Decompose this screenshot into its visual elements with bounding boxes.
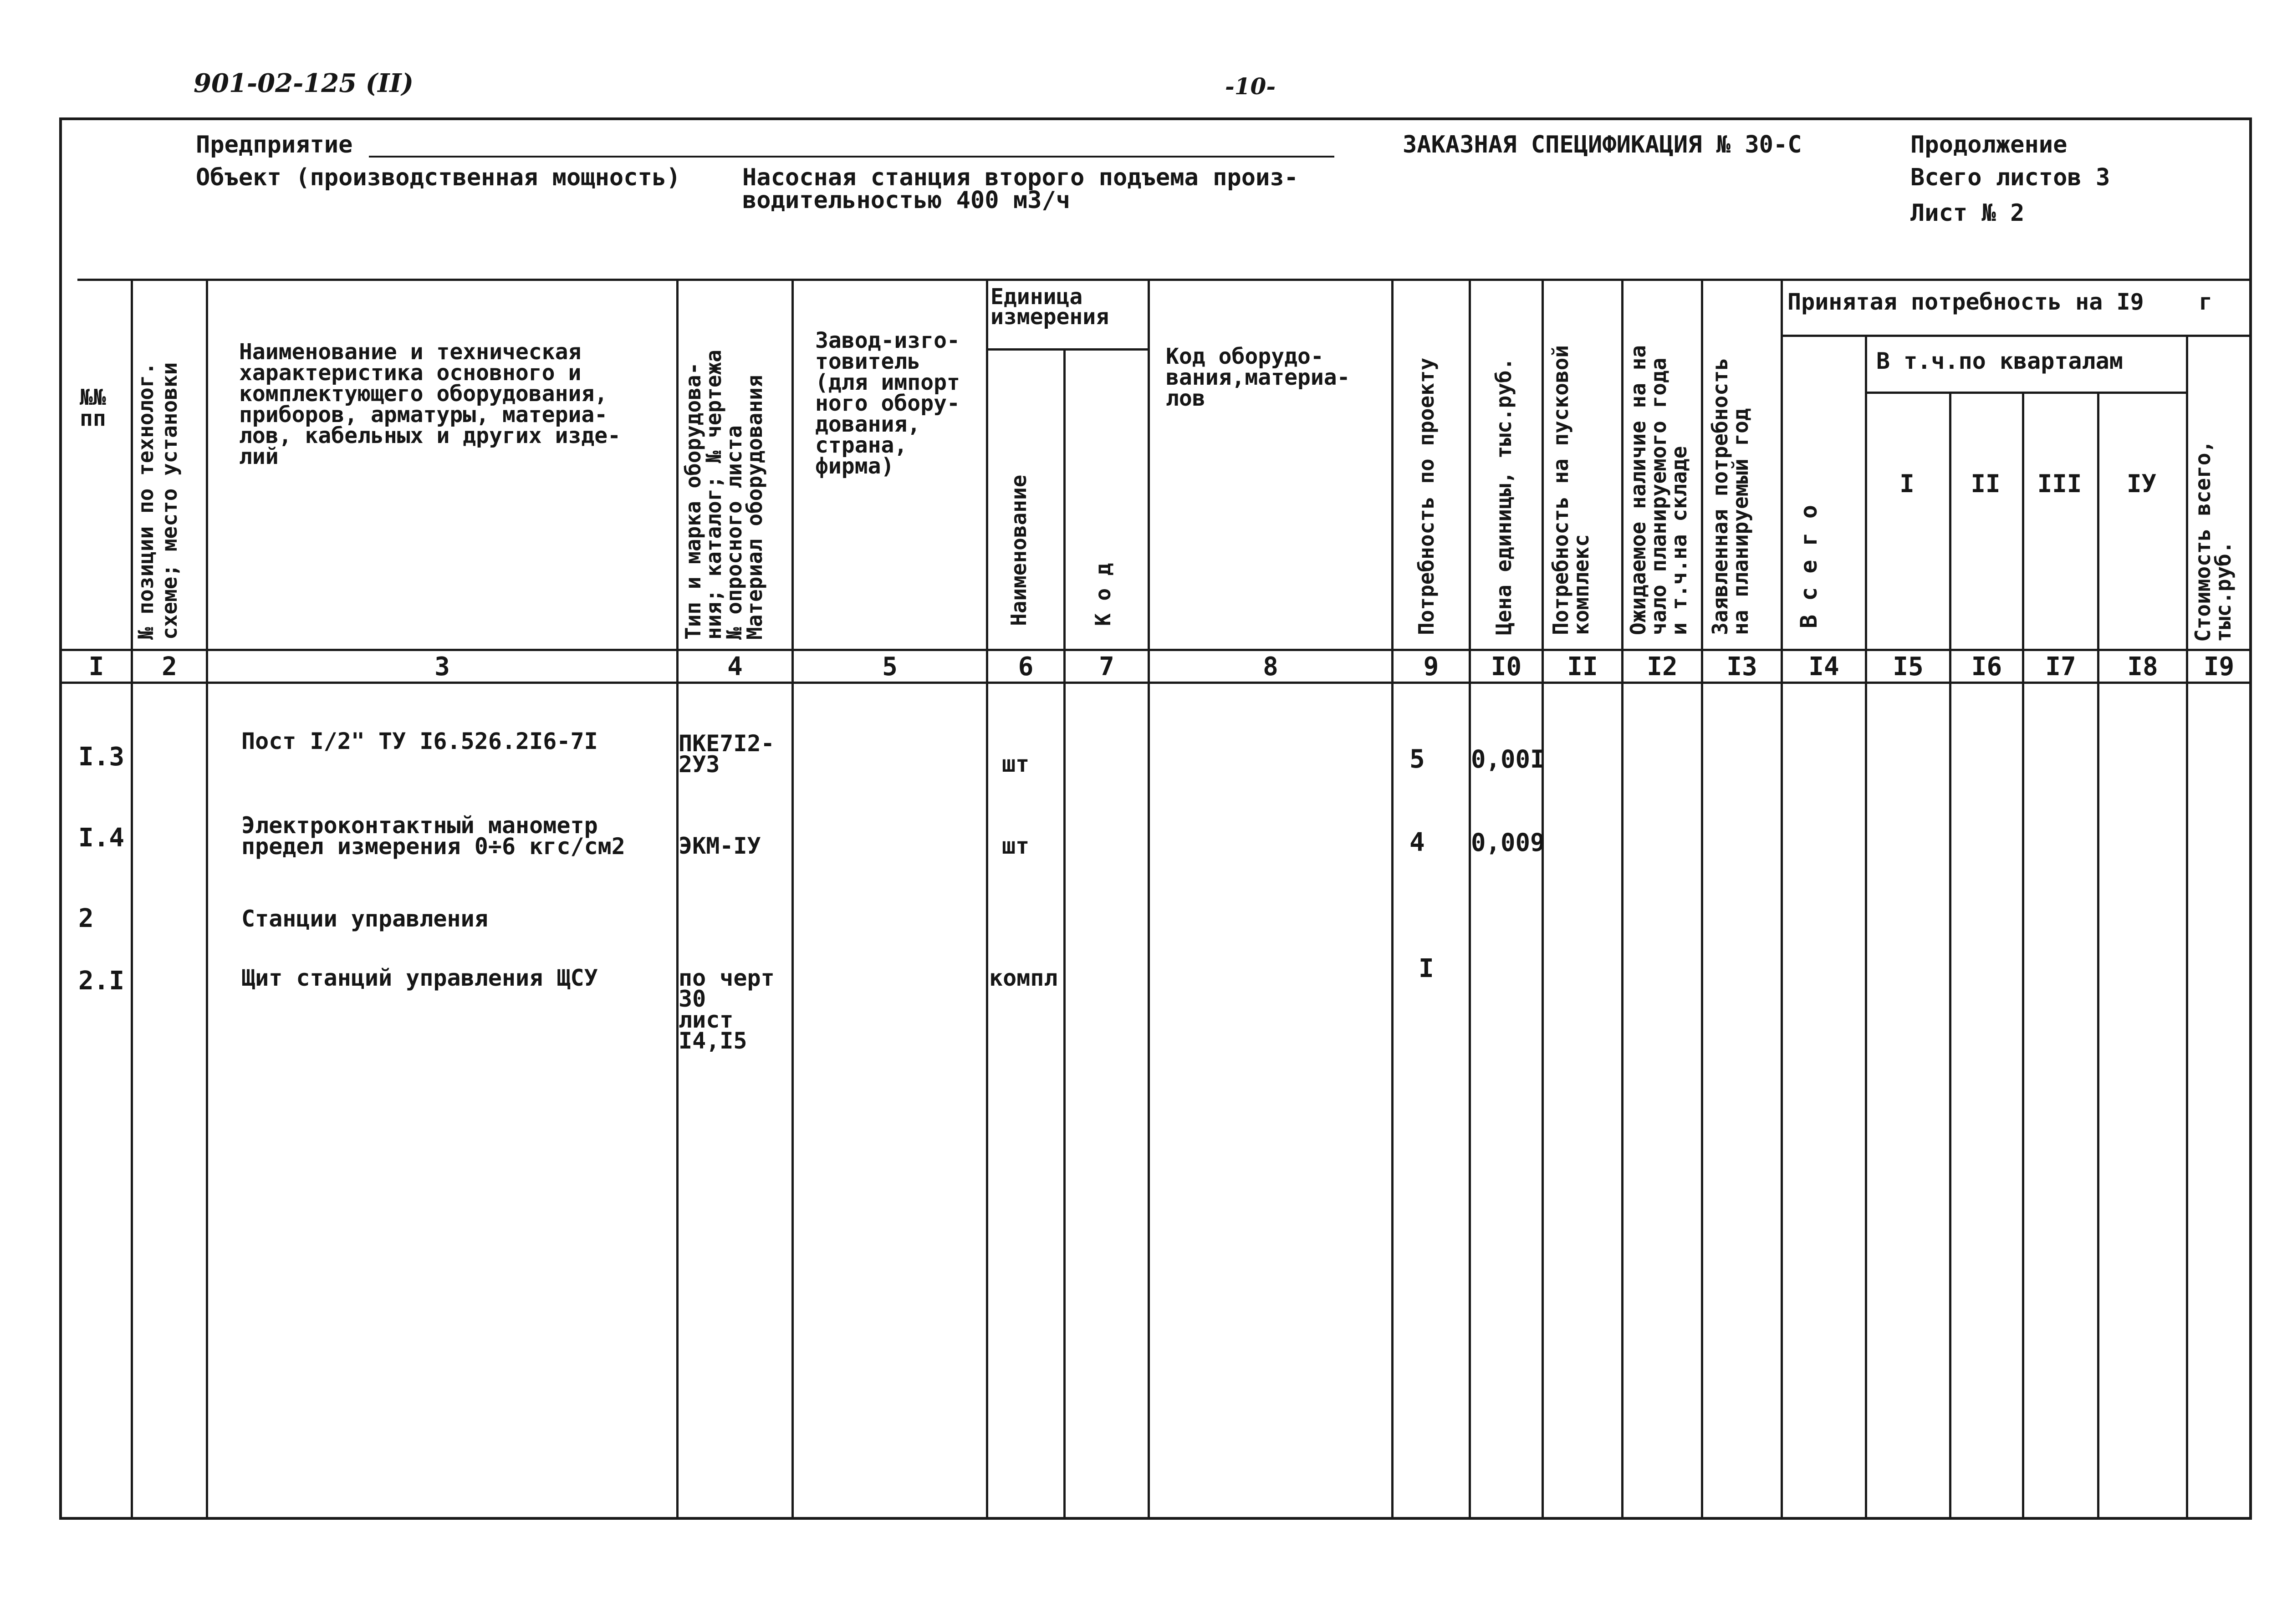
col-rule-4 bbox=[791, 279, 794, 1520]
col-header-4c: № опросного листа bbox=[722, 425, 746, 640]
col-number-3: 3 bbox=[434, 652, 450, 682]
col-number-7: 7 bbox=[1099, 652, 1114, 682]
col-number-9: 9 bbox=[1423, 652, 1439, 682]
row-3-no: 2 bbox=[78, 904, 94, 933]
col-rule-3 bbox=[676, 279, 679, 1520]
row-1-type: ПКЕ7I2- 2УЗ bbox=[679, 730, 775, 778]
col-rule-14 bbox=[1865, 335, 1867, 1520]
row-2-no: I.4 bbox=[78, 823, 125, 853]
col-header-11a: Потребность на пусковой bbox=[1548, 345, 1573, 635]
col-header-6: Наименование bbox=[1006, 474, 1031, 626]
col-rule-17 bbox=[2097, 392, 2099, 1520]
col-rule-12 bbox=[1701, 279, 1703, 1520]
col-header-2a: № позиции по технолог. bbox=[133, 362, 158, 640]
col-header-5: Завод-изго- товитель (для импорт ного обору- дования, страна, фирма) bbox=[815, 328, 960, 479]
col-header-4a: Тип и марка оборудова- bbox=[681, 362, 705, 640]
col-number-14: I4 bbox=[1808, 652, 1839, 682]
col-number-5: 5 bbox=[882, 652, 898, 682]
col-number-17: I7 bbox=[2045, 652, 2076, 682]
col-number-1: I bbox=[88, 652, 104, 682]
col-number-19: I9 bbox=[2203, 652, 2235, 682]
row-1-price: 0,00I bbox=[1471, 745, 1545, 774]
col-number-13: I3 bbox=[1726, 652, 1757, 682]
col-header-14: В с е г о bbox=[1796, 505, 1822, 628]
quarter-3: III bbox=[2037, 469, 2082, 498]
col-header-3: Наименование и техническая характеристика основного и комплектующего оборудования, приборов, арматуры, материа- лов, кабельных и других изде- лий bbox=[239, 339, 621, 469]
row-4-qty: I bbox=[1419, 954, 1434, 983]
col-rule-8 bbox=[1391, 279, 1394, 1520]
col-header-4b: ния; каталог; № чертежа bbox=[701, 350, 726, 640]
col-header-10: Цена единицы, тыс.руб. bbox=[1491, 357, 1516, 635]
col-number-11: II bbox=[1567, 652, 1598, 682]
col-header-9: Потребность по проекту bbox=[1414, 357, 1439, 635]
col-header-12a: Ожидаемое наличие на на bbox=[1626, 345, 1650, 635]
col-rule-7 bbox=[1148, 279, 1150, 1520]
table-top-rule bbox=[77, 279, 2250, 281]
row-4-no: 2.I bbox=[78, 966, 125, 996]
row-3-name: Станции управления bbox=[241, 906, 488, 932]
total-sheets: Всего листов 3 bbox=[1910, 164, 2110, 191]
quarter-4: IУ bbox=[2126, 469, 2157, 498]
row-1-unit: шт bbox=[1002, 751, 1030, 777]
col-number-15: I5 bbox=[1893, 652, 1924, 682]
row-1-no: I.3 bbox=[78, 742, 125, 772]
col-header-8: Код оборудо- вания,материа- лов bbox=[1166, 344, 1350, 411]
numbers-bottom-rule bbox=[62, 682, 2250, 684]
col-header-19a: Стоимость всего, bbox=[2190, 440, 2215, 642]
col-rule-15 bbox=[1949, 392, 1951, 1520]
col-rule-6 bbox=[1063, 348, 1066, 1520]
object-value-2: водительностью 400 м3/ч bbox=[742, 187, 1071, 214]
col-rule-9 bbox=[1469, 279, 1471, 1520]
spec-title: ЗАКАЗНАЯ СПЕЦИФИКАЦИЯ № 30-С bbox=[1403, 131, 1802, 158]
row-2-unit: шт bbox=[1002, 833, 1030, 859]
unit-group-rule bbox=[988, 348, 1149, 351]
col-header-12c: и т.ч.на складе bbox=[1667, 446, 1691, 635]
col-header-12b: чало планируемого года bbox=[1646, 357, 1671, 635]
row-4-unit: компл bbox=[989, 967, 1058, 988]
accepted-header: Принятая потребность на I9 г bbox=[1787, 289, 2213, 315]
col-header-13a: Заявленная потребность bbox=[1708, 357, 1732, 635]
continuation: Продолжение bbox=[1910, 131, 2068, 158]
quarters-header: В т.ч.по кварталам bbox=[1876, 348, 2123, 374]
col-header-4d: Материал оборудования bbox=[742, 375, 767, 640]
col-rule-13 bbox=[1781, 279, 1783, 1520]
col-number-10: I0 bbox=[1491, 652, 1522, 682]
sheet-number: Лист № 2 bbox=[1910, 199, 2025, 227]
row-2-qty: 4 bbox=[1409, 828, 1425, 857]
col-header-13b: на планируемый год bbox=[1728, 408, 1753, 635]
col-number-2: 2 bbox=[162, 652, 177, 682]
col-number-18: I8 bbox=[2127, 652, 2158, 682]
col-rule-11 bbox=[1621, 279, 1624, 1520]
col-rule-2 bbox=[206, 279, 208, 1520]
col-rule-1 bbox=[131, 279, 133, 1520]
col-header-1: №№ пп bbox=[80, 385, 106, 431]
col-number-12: I2 bbox=[1647, 652, 1678, 682]
document-code: 901-02-125 (II) bbox=[194, 68, 414, 98]
row-2-name: Электроконтактный манометр предел измерения 0÷6 кгс/см2 bbox=[241, 812, 625, 860]
quarter-2: II bbox=[1971, 469, 2001, 498]
row-2-type: ЭКМ-IУ bbox=[679, 833, 761, 859]
enterprise-underline bbox=[369, 156, 1334, 158]
accepted-rule bbox=[1781, 335, 2250, 337]
header-bottom-rule bbox=[62, 649, 2250, 651]
row-1-name: Пост I/2" ТУ I6.526.2I6-7I bbox=[241, 728, 598, 754]
col-number-8: 8 bbox=[1263, 652, 1278, 682]
row-4-name: Щит станций управления ЩСУ bbox=[241, 965, 598, 991]
col-rule-10 bbox=[1542, 279, 1544, 1520]
col-header-19b: тыс.руб. bbox=[2211, 541, 2236, 642]
col-header-11b: комплекс bbox=[1569, 534, 1593, 635]
col-number-4: 4 bbox=[727, 652, 743, 682]
object-value-1: Насосная станция второго подъема произ- bbox=[742, 164, 1298, 191]
col-number-16: I6 bbox=[1971, 652, 2002, 682]
col-header-7: К о д bbox=[1091, 563, 1115, 626]
enterprise-label: Предприятие bbox=[196, 131, 353, 158]
col-rule-5 bbox=[986, 279, 988, 1520]
row-2-price: 0,009 bbox=[1471, 828, 1545, 857]
row-4-type: по черт 30 лист I4,I5 bbox=[679, 965, 775, 1054]
quarter-1: I bbox=[1899, 469, 1915, 498]
page-number: -10- bbox=[1225, 73, 1276, 100]
object-label: Объект (производственная мощность) bbox=[196, 164, 681, 191]
col-number-6: 6 bbox=[1018, 652, 1034, 682]
quarters-rule bbox=[1865, 392, 2188, 394]
col-rule-16 bbox=[2022, 392, 2024, 1520]
col-header-2b: схеме; место установки bbox=[157, 362, 182, 640]
row-1-qty: 5 bbox=[1409, 744, 1425, 774]
col-rule-18 bbox=[2186, 335, 2188, 1520]
unit-group-header: Единица измерения bbox=[990, 284, 1109, 330]
